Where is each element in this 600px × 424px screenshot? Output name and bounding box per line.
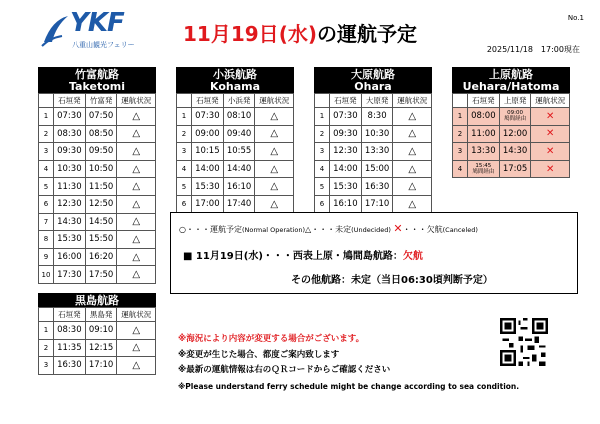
via-note: 鳩間経由 [472,169,495,176]
return-departure: 14:50 [85,213,117,231]
status-mark: ✕ [531,125,570,143]
trip-number: 4 [39,160,54,178]
trip-number: 6 [39,195,54,213]
status-mark: ✕ [531,160,570,178]
trip-number: 1 [315,108,330,126]
note-3: ※最新の運航情報は右のＱＲコードからご確認ください [178,365,391,375]
return-departure: 17:05 [499,160,531,178]
return-departure: 17:40 [223,195,255,213]
table-row [177,125,294,143]
ishigaki-departure: 09:30 [330,125,362,143]
table-row [453,125,570,143]
ishigaki-departure: 15:30 [192,178,224,196]
status-mark: △ [393,143,432,161]
table-row [315,143,432,161]
trip-number: 2 [39,339,54,357]
table-row [453,160,570,178]
ishigaki-departure: 12:30 [330,143,362,161]
status-mark: △ [117,143,156,161]
return-departure: 07:50 [85,108,117,126]
ishigaki-departure: 08:00 [468,108,500,126]
status-mark: △ [255,195,294,213]
table-row [453,108,570,126]
table-row [315,178,432,196]
status-mark: △ [117,248,156,266]
return-departure: 14:30 [499,143,531,161]
trip-number: 8 [39,231,54,249]
status-mark: △ [393,125,432,143]
status-mark: ✕ [531,108,570,126]
table-row [39,231,156,249]
ishigaki-departure: 11:30 [54,178,86,196]
page-title: 11月19日(水)の運航予定 [183,22,417,46]
ishigaki-departure: 17:00 [192,195,224,213]
note-4: ※Please understand ferry schedule might be change according to sea condition. [178,381,520,391]
ishigaki-departure: 16:10 [330,195,362,213]
status-mark: △ [117,339,156,357]
return-departure: 08:50 [85,125,117,143]
trip-number: 2 [453,125,468,143]
return-departure: 13:30 [361,143,393,161]
return-departure: 17:10 [361,195,393,213]
return-departure: 16:30 [361,178,393,196]
ishigaki-departure: 15:30 [330,178,362,196]
return-departure: 16:20 [85,248,117,266]
status-mark: △ [393,178,432,196]
ishigaki-departure: 08:30 [54,322,86,340]
trip-number: 7 [39,213,54,231]
table-row [315,125,432,143]
table-row [39,266,156,284]
return-departure: 10:30 [361,125,393,143]
note-2: ※変更が生じた場合、都度ご案内致します [178,349,340,360]
status-mark: △ [117,195,156,213]
return-departure: 08:10 [223,108,255,126]
trip-number: 1 [39,322,54,340]
ishigaki-departure: 16:00 [54,248,86,266]
trip-number: 9 [39,248,54,266]
logo-text: YKF [70,8,124,38]
status-mark: △ [393,108,432,126]
trip-number: 6 [177,195,192,213]
ishigaki-departure: 14:00 [330,160,362,178]
status-mark: △ [117,125,156,143]
cancel-notice: ■ 11月19日(水)・・・西表上原・鳩間島航路：欠航 [183,251,423,262]
return-departure: 16:10 [223,178,255,196]
table-row [39,322,156,340]
return-departure: 09:00 鳩間経由 [499,108,531,126]
table-row [177,108,294,126]
trip-number: 2 [315,125,330,143]
table-row [39,108,156,126]
return-departure: 12:00 [499,125,531,143]
trip-number: 4 [177,160,192,178]
table-row [39,160,156,178]
status-mark: △ [117,160,156,178]
ishigaki-departure: 11:35 [54,339,86,357]
ishigaki-departure: 13:30 [468,143,500,161]
trip-number: 1 [177,108,192,126]
status-mark: △ [117,322,156,340]
trip-number: 5 [177,178,192,196]
ishigaki-departure: 15:45 鳩間経由 [468,160,500,178]
table-row [39,339,156,357]
table-row [453,143,570,161]
trip-number: 2 [177,125,192,143]
return-departure: 8:30 [361,108,393,126]
return-departure: 11:50 [85,178,117,196]
status-mark: △ [117,213,156,231]
ishigaki-departure: 15:30 [54,231,86,249]
return-departure: 15:00 [361,160,393,178]
return-departure: 10:55 [223,143,255,161]
table-row [177,160,294,178]
timetable-uehara: 石垣発 上原発 運航状況 1 08:00 09:00 鳩間経由 ✕ 2 11:00 12:00 ✕ 3 13:30 14:30 ✕ 4 15:45 鳩間経由 17:05 ✕ [452,93,570,178]
status-mark: △ [117,178,156,196]
ishigaki-departure: 08:30 [54,125,86,143]
route-header-ohara: 大原航路 Ohara [314,67,432,93]
table-row [39,143,156,161]
ishigaki-departure: 10:15 [192,143,224,161]
trip-number: 5 [39,178,54,196]
page-number: No.1 [567,14,584,22]
trip-number: 3 [177,143,192,161]
return-departure: 17:10 [85,357,117,375]
timetable-kohama: 石垣発 小浜発 運航状況 1 07:30 08:10 △ 2 09:00 09:40 △ 3 10:15 10:55 △ 4 14:00 14:40 △ 5 15:30 16:10 △ 6 17:00 17:40 △ [176,93,294,214]
ishigaki-departure: 09:00 [192,125,224,143]
trip-number: 2 [39,125,54,143]
ishigaki-departure: 10:30 [54,160,86,178]
return-departure: 14:40 [223,160,255,178]
table-row [177,195,294,213]
trip-number: 4 [453,160,468,178]
table-row [39,195,156,213]
status-mark: △ [393,160,432,178]
updated-timestamp: 2025/11/18 17:00現在 [486,45,580,54]
status-mark: △ [255,125,294,143]
return-departure: 15:50 [85,231,117,249]
status-mark: △ [255,160,294,178]
ishigaki-departure: 12:30 [54,195,86,213]
route-header-kohama: 小浜航路 Kohama [176,67,294,93]
logo-subtitle: 八重山観光フェリー [72,41,135,49]
other-routes-notice: その他航路：未定（当日06:30頃判断予定） [291,275,493,286]
trip-number: 1 [453,108,468,126]
ishigaki-departure: 07:30 [330,108,362,126]
status-mark: △ [117,231,156,249]
ishigaki-departure: 07:30 [54,108,86,126]
trip-number: 3 [39,357,54,375]
ishigaki-departure: 07:30 [192,108,224,126]
qr-code-icon[interactable] [500,318,548,366]
route-header-kuroshima: 黒島航路 [38,293,156,307]
trip-number: 6 [315,195,330,213]
ishigaki-departure: 17:30 [54,266,86,284]
trip-number: 10 [39,266,54,284]
status-mark: △ [255,108,294,126]
ishigaki-departure: 14:00 [192,160,224,178]
route-header-uehara: 上原航路 Uehara/Hatoma [452,67,570,93]
trip-number: 4 [315,160,330,178]
status-mark: ✕ [531,143,570,161]
table-row [39,357,156,375]
table-row [315,108,432,126]
trip-number: 5 [315,178,330,196]
trip-number: 3 [39,143,54,161]
return-departure: 10:50 [85,160,117,178]
table-row [177,178,294,196]
trip-number: 1 [39,108,54,126]
table-row [315,195,432,213]
trip-number: 3 [453,143,468,161]
notice-box [170,212,578,294]
status-mark: △ [255,178,294,196]
return-departure: 17:50 [85,266,117,284]
ishigaki-departure: 16:30 [54,357,86,375]
return-departure: 12:15 [85,339,117,357]
ishigaki-departure: 09:30 [54,143,86,161]
return-departure: 09:40 [223,125,255,143]
via-note: 鳩間経由 [504,116,527,123]
timetable-taketomi: 石垣発 竹富発 運航状況 1 07:30 07:50 △ 2 08:30 08:50 △ 3 09:30 09:50 △ 4 10:30 10:50 △ 5 11:30 11:50 △ 6 12:30 12:50 △ 7 14:30 14:50 △ 8 15:30 15:50 △ 9 16:00 16:20 △ 10 17:30 17:50 △ [38,93,156,284]
table-row [39,125,156,143]
table-row [315,160,432,178]
status-mark: △ [117,266,156,284]
table-row [177,143,294,161]
status-legend: ○・・・運航予定(Normal Operation)△・・・未定(Undecided) ✕・・・欠航(Canceled) [179,222,478,235]
status-mark: △ [117,357,156,375]
table-row [39,178,156,196]
notes [178,332,519,394]
timetable-kuroshima: 石垣発 黒島発 運航状況 1 08:30 09:10 △ 2 11:35 12:15 △ 3 16:30 17:10 △ [38,307,156,375]
timetable-ohara: 石垣発 大原発 運航状況 1 07:30 8:30 △ 2 09:30 10:30 △ 3 12:30 13:30 △ 4 14:00 15:00 △ 5 15:30 16:30 △ 6 16:10 17:10 △ [314,93,432,214]
status-mark: △ [117,108,156,126]
return-departure: 12:50 [85,195,117,213]
return-departure: 09:10 [85,322,117,340]
ishigaki-departure: 14:30 [54,213,86,231]
table-row [39,248,156,266]
route-header-taketomi: 竹富航路 Taketomi [38,67,156,93]
ishigaki-departure: 11:00 [468,125,500,143]
table-row [39,213,156,231]
trip-number: 3 [315,143,330,161]
return-departure: 09:50 [85,143,117,161]
note-1: ※海況により内容が変更する場合がございます。 [178,334,365,344]
status-mark: △ [255,143,294,161]
status-mark: △ [393,195,432,213]
